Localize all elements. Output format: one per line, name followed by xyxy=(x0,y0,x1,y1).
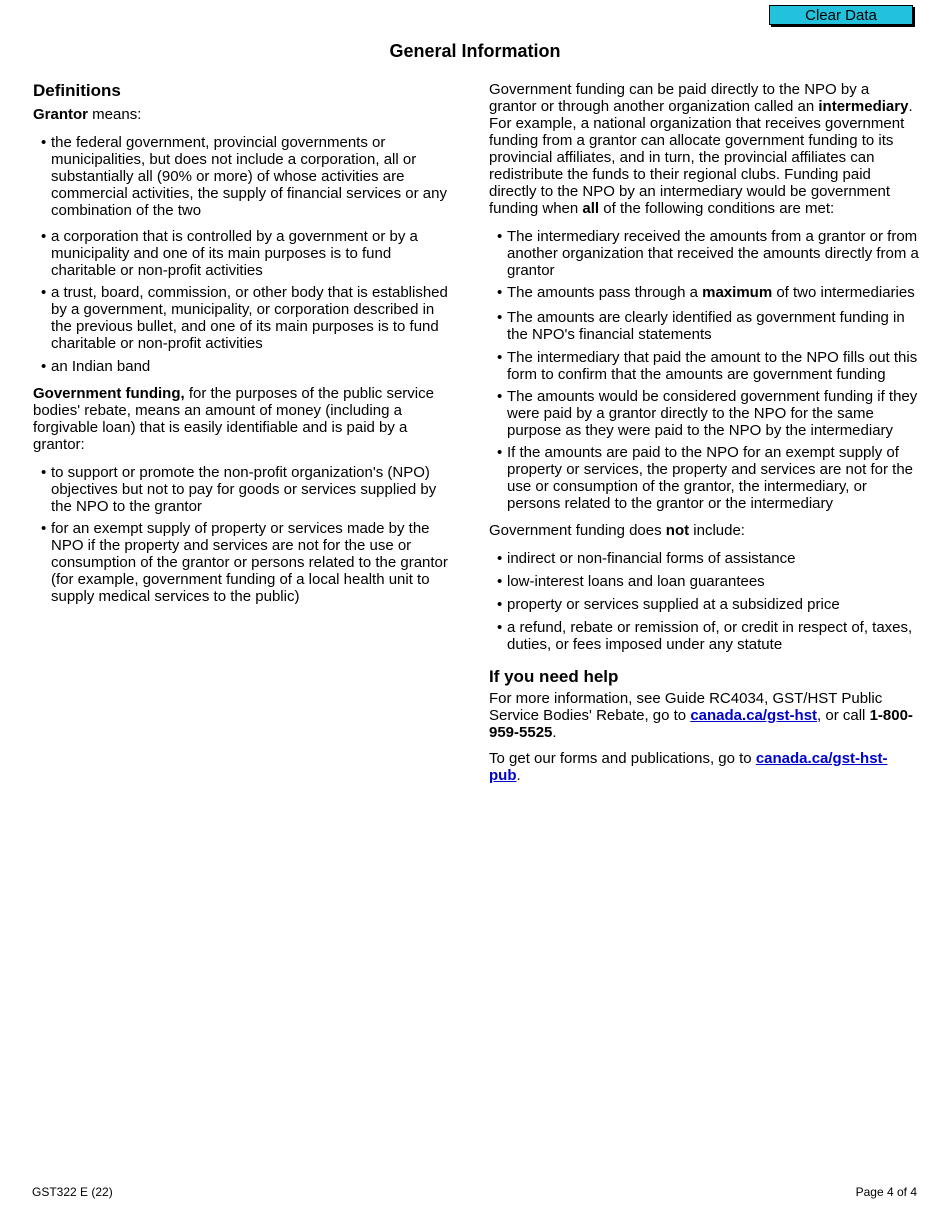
grantor-term: Grantor xyxy=(33,106,89,123)
not-include-intro xyxy=(489,522,919,539)
list-item: • low-interest loans and loan guarantees xyxy=(489,573,919,590)
gst-hst-pub-link[interactable]: canada.ca/gst-hst-pub xyxy=(489,750,888,784)
government-funding-text: for the purposes of the public service bodies' rebate, means an amount of money (including a forgivable loan) that is easily identifiable and is paid by a grantor: xyxy=(33,385,434,453)
list-item: • a corporation that is controlled by a government or by a municipality and one of its main purposes is to fund charitable or non-profit activities xyxy=(33,228,458,279)
grantor-list xyxy=(33,134,458,375)
conditions-list xyxy=(489,228,919,512)
not-emphasis: not xyxy=(665,522,690,539)
list-item: • The amounts would be considered government funding if they were paid by a grantor directly to the NPO for the same purpose as they were paid to the NPO by the intermediary xyxy=(489,388,919,439)
intro-text: of the following conditions are met: xyxy=(599,200,835,217)
intro-text: Government funding can be paid directly to the NPO by a grantor or through another organization called an xyxy=(489,81,870,115)
all-emphasis: all xyxy=(582,200,600,217)
list-item: • for an exempt supply of property or services made by the NPO if the property and services are not for the use or consumption of the grantor or persons related to the grantor (for example, government funding of a local health unit to supply medical services to the public) xyxy=(33,520,458,605)
list-item: • The intermediary received the amounts from a grantor or from another organization that received the amounts directly from a grantor xyxy=(489,228,919,279)
intermediary-term: intermediary xyxy=(818,98,909,115)
condition-text: The amounts pass through a xyxy=(507,284,703,301)
government-funding-definition xyxy=(33,385,458,453)
help-paragraph xyxy=(489,690,919,741)
list-item: • a trust, board, commission, or other body that is established by a government, municipality, or corporation described in the previous bullet, and one of its main purposes is to fund charitable or non-profit activities xyxy=(33,284,458,352)
list-item xyxy=(489,284,919,301)
gst-hst-link[interactable]: canada.ca/gst-hst xyxy=(690,707,818,724)
help-text: , or call xyxy=(817,707,870,724)
help-heading: If you need help xyxy=(489,667,619,686)
not-include-text: Government funding does xyxy=(489,522,666,539)
page-number: Page 4 of 4 xyxy=(855,1185,917,1199)
list-item: • The amounts are clearly identified as government funding in the NPO's financial statements xyxy=(489,309,919,343)
right-column xyxy=(489,81,919,784)
help-text: For more information, see Guide RC4034, GST/HST Public Service Bodies' Rebate, go to xyxy=(489,690,883,724)
publications-paragraph xyxy=(489,750,919,784)
list-item: • the federal government, provincial governments or municipalities, but does not include a corporation, all or substantially all (90% or more) of whose activities are commercial activities, the supply of financial services or any combination of the two xyxy=(33,134,458,219)
publications-text: . xyxy=(516,767,521,784)
list-item: • to support or promote the non-profit organization's (NPO) objectives but not to pay for goods or services supplied by the NPO to the grantor xyxy=(33,464,458,515)
list-item: • indirect or non-financial forms of assistance xyxy=(489,550,919,567)
list-item: • an Indian band xyxy=(33,358,458,375)
clear-data-button[interactable]: Clear Data xyxy=(769,5,913,25)
not-include-text: include: xyxy=(689,522,745,539)
condition-text: of two intermediaries xyxy=(772,284,915,301)
page-title: General Information xyxy=(389,41,561,61)
intermediary-paragraph xyxy=(489,81,919,217)
grantor-definition-intro xyxy=(33,106,458,123)
list-item: • The intermediary that paid the amount to the NPO fills out this form to confirm that the amounts are government funding xyxy=(489,349,919,383)
government-funding-term: Government funding, xyxy=(33,385,185,402)
government-funding-list xyxy=(33,464,458,605)
publications-text: To get our forms and publications, go to xyxy=(489,750,756,767)
not-include-list xyxy=(489,550,919,653)
definitions-heading: Definitions xyxy=(33,81,121,100)
list-item: • a refund, rebate or remission of, or credit in respect of, taxes, duties, or fees imposed under any statute xyxy=(489,619,919,653)
list-item: • If the amounts are paid to the NPO for an exempt supply of property or services, the property and services are not for the use or consumption of the grantor, the intermediary, or persons related to the grantor or the intermediary xyxy=(489,444,919,512)
maximum-emphasis: maximum xyxy=(702,284,773,301)
left-column xyxy=(33,81,458,605)
form-identifier: GST322 E (22) xyxy=(32,1185,113,1199)
help-text: . xyxy=(552,724,557,741)
grantor-means: means: xyxy=(88,106,142,123)
list-item: • property or services supplied at a subsidized price xyxy=(489,596,919,613)
intro-text: . For example, a national organization that receives government funding from a grantor can allocate government funding to its provincial affiliates, and in turn, the provincial affiliates can redistribute the funds to their regional clubs. Funding paid directly to the NPO by an intermediary would be government funding when xyxy=(489,98,913,217)
phone-number: 1-800-959-5525 xyxy=(489,707,913,741)
